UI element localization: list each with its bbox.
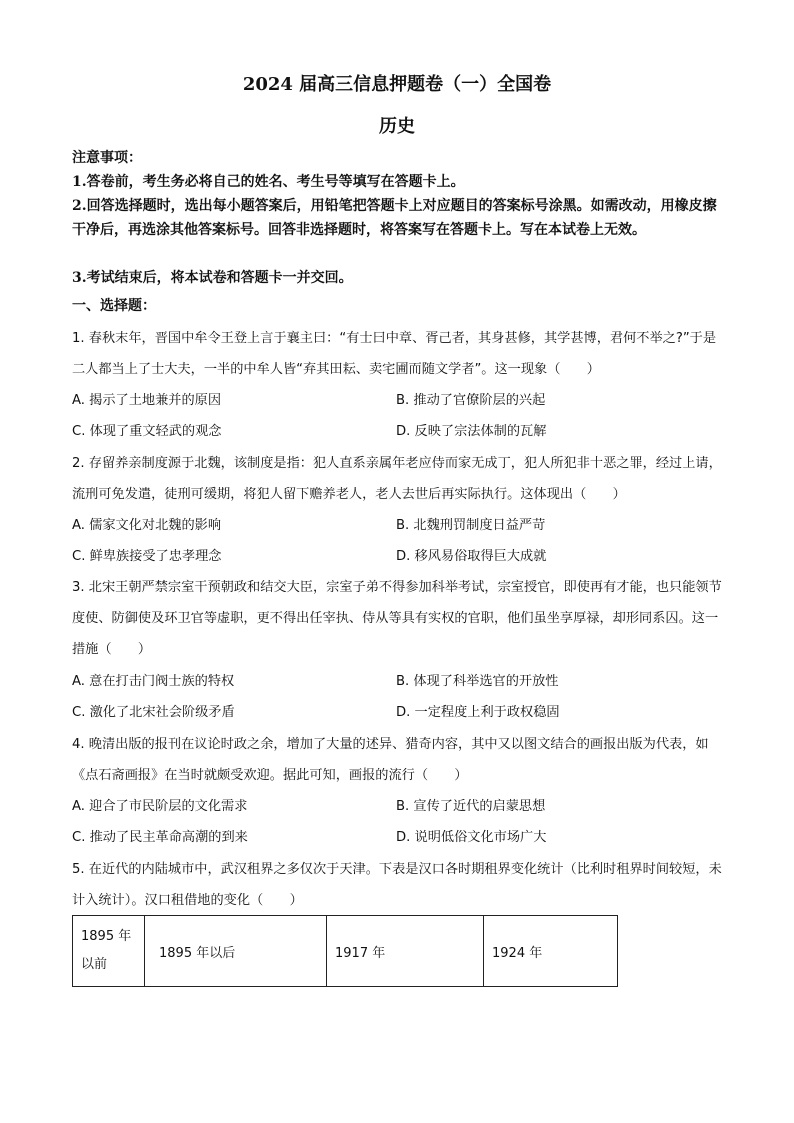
question-1-options xyxy=(72,385,722,447)
q3-option-b[interactable]: B. 体现了科举选官的开放性 xyxy=(396,674,559,689)
question-1-stem: 1. 春秋末年，晋国中牟令王登上言于襄主曰：“有士曰中章、胥己者，其身甚修，其学甚博，君何不举之?”于是二人都当上了士大夫，一半的中牟人皆“弃其田耘、卖宅圃而随文学者”。这一现象（ ） xyxy=(72,331,717,377)
q4-option-b[interactable]: B. 宣传了近代的启蒙思想 xyxy=(396,799,546,814)
notice-item-3: 3.考试结束后，将本试卷和答题卡一并交回。 xyxy=(72,270,353,286)
exam-title: 2024 届高三信息押题卷（一）全国卷 xyxy=(242,74,552,95)
table-header-cell: 1924 年 xyxy=(484,916,618,987)
q3-option-a[interactable]: A. 意在打击门阀士族的特权 xyxy=(72,674,235,689)
q4-option-d[interactable]: D. 说明低俗文化市场广大 xyxy=(396,830,547,845)
question-3-options xyxy=(72,666,722,728)
notice-heading: 注意事项： xyxy=(72,150,142,166)
table-header-cell: 1917 年 xyxy=(327,916,484,987)
q2-option-a[interactable]: A. 儒家文化对北魏的影响 xyxy=(72,518,222,533)
question-5-stem: 5. 在近代的内陆城市中，武汉租界之多仅次于天津。下表是汉口各时期租界变化统计（比利时租界时间较短，未计入统计）。汉口租借地的变化（ ） xyxy=(72,862,722,908)
concession-table xyxy=(72,915,618,987)
question-4-options xyxy=(72,791,722,853)
q3-option-c[interactable]: C. 激化了北宋社会阶级矛盾 xyxy=(72,705,235,720)
q4-option-c[interactable]: C. 推动了民主革命高潮的到来 xyxy=(72,830,248,845)
q1-option-d[interactable]: D. 反映了宗法体制的瓦解 xyxy=(396,424,547,439)
table-header-cell: 1895 年以前 xyxy=(73,916,145,987)
table-header-cell: 1895 年以后 xyxy=(145,916,327,987)
q1-option-b[interactable]: B. 推动了官僚阶层的兴起 xyxy=(396,393,546,408)
q2-option-c[interactable]: C. 鲜卑族接受了忠孝理念 xyxy=(72,549,222,564)
question-2-stem: 2. 存留养亲制度源于北魏，该制度是指：犯人直系亲属年老应侍而家无成丁，犯人所犯非十恶之罪，经过上请，流刑可免发遣，徒刑可缓期，将犯人留下赡养老人，老人去世后再实际执行。这体现出（ ） xyxy=(72,456,722,502)
question-3-stem: 3. 北宋王朝严禁宗室干预朝政和结交大臣，宗室子弟不得参加科举考试，宗室授官，即使再有才能，也只能领节度使、防御使及环卫官等虚职，更不得出任宰执、侍从等具有实权的官职，他们虽坐享厚禄，却形同系囚。这一措施（ ） xyxy=(72,580,722,657)
table-row xyxy=(73,916,618,987)
notice-item-1: 1.答卷前，考生务必将自己的姓名、考生号等填写在答题卡上。 xyxy=(72,174,465,190)
q1-option-a[interactable]: A. 揭示了土地兼并的原因 xyxy=(72,393,222,408)
question-2-options xyxy=(72,510,722,572)
question-4-stem: 4. 晚清出版的报刊在议论时政之余，增加了大量的述异、猎奇内容，其中又以图文结合的画报出版为代表，如《点石斋画报》在当时就颇受欢迎。据此可知，画报的流行（ ） xyxy=(72,737,709,783)
q4-option-a[interactable]: A. 迎合了市民阶层的文化需求 xyxy=(72,799,248,814)
q1-option-c[interactable]: C. 体现了重文轻武的观念 xyxy=(72,424,222,439)
q2-option-b[interactable]: B. 北魏刑罚制度日益严苛 xyxy=(396,518,546,533)
subject-title: 历史 xyxy=(379,116,415,137)
q2-option-d[interactable]: D. 移风易俗取得巨大成就 xyxy=(396,549,547,564)
q3-option-d[interactable]: D. 一定程度上利于政权稳固 xyxy=(396,705,560,720)
notice-item-2: 2.回答选择题时，选出每小题答案后，用铅笔把答题卡上对应题目的答案标号涂黑。如需改动，用橡皮擦干净后，再选涂其他答案标号。回答非选择题时，将答案写在答题卡上。写在本试卷上无效。 xyxy=(72,198,717,238)
section-heading: 一、选择题： xyxy=(72,298,156,314)
